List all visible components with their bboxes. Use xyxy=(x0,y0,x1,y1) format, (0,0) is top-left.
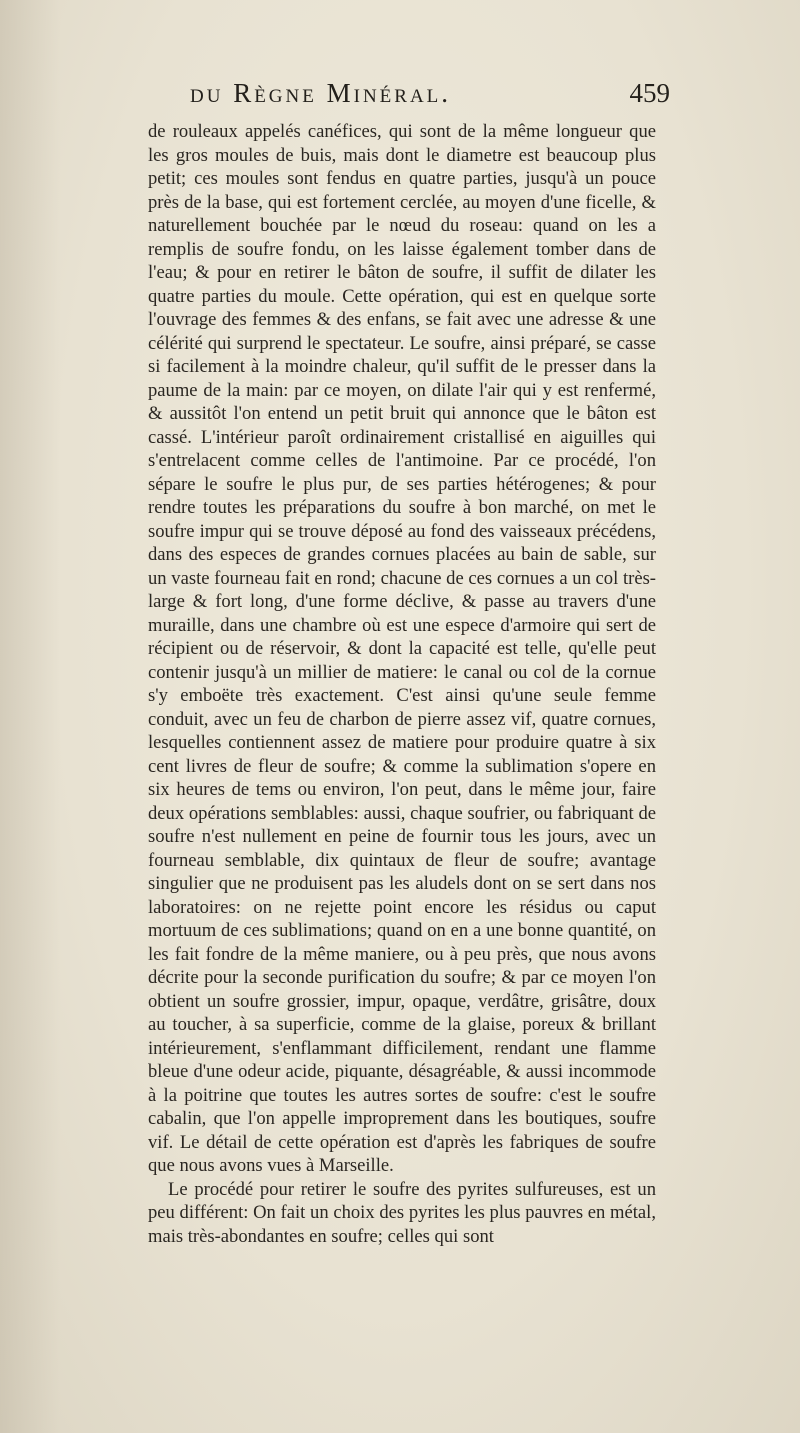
page-header xyxy=(190,74,670,114)
page-gutter-shadow xyxy=(0,0,60,1433)
body-text xyxy=(148,120,656,1248)
paragraph-1: de rouleaux appelés canéfices, qui sont de la même longueur que les gros moules de buis, mais dont le diametre est beaucoup plus petit; ces moules sont fendus en quatre parties, jusqu'à un pouce près de la base, qui est fortement cerclée, au moyen d'une ficelle, & naturellement bouchée par le nœud du roseau: quand on les a remplis de soufre fondu, on les laisse également tomber dans de l'eau; & pour en retirer le bâton de soufre, il suffit de dilater les quatre parties du moule. Cette opération, qui est en quelque sorte l'ouvrage des femmes & des enfans, se fait avec une adresse & une célérité qui surprend le spectateur. Le soufre, ainsi préparé, se casse si facilement à la moindre chaleur, qu'il suffit de le presser dans la paume de la main: par ce moyen, on dilate l'air qui y est renfermé, & aussitôt l'on entend un petit bruit qui annonce que le bâton est cassé. L'intérieur paroît ordinairement cristallisé en aiguilles qui s'entrelacent comme celles de l'antimoine. Par ce procédé, l'on sépare le soufre le plus pur, de ses parties hétérogenes; & pour rendre toutes les préparations du soufre à bon marché, on met le soufre impur qui se trouve déposé au fond des vaisseaux précédens, dans des especes de grandes cornues placées au bain de sable, sur un vaste fourneau fait en rond; chacune de ces cornues a un col très-large & fort long, d'une forme déclive, & passe au travers d'une muraille, dans une chambre où est une espece d'armoire qui sert de récipient ou de réservoir, & dont la capacité est telle, qu'elle peut contenir jusqu'à un millier de matiere: le canal ou col de la cornue s'y emboëte très exactement. C'est ainsi qu'une seule femme conduit, avec un feu de charbon de pierre assez vif, quatre cornues, lesquelles contiennent assez de matiere pour produire quatre à six cent livres de fleur de soufre; & comme la sublimation s'opere en six heures de tems ou environ, l'on peut, dans le même jour, faire deux opérations semblables: aussi, chaque soufrier, ou fabriquant de soufre n'est nullement en peine de fournir tous les jours, avec un fourneau semblable, dix quintaux de fleur de soufre; avantage singulier que ne produisent pas les aludels dont on se sert dans nos laboratoires: on ne rejette point encore les résidus ou caput mortuum de ces sublimations; quand on en a une bonne quantité, on les fait fondre de la même maniere, ou à peu près, que nous avons décrite pour la seconde purification du soufre; & par ce moyen l'on obtient un soufre grossier, impur, opaque, verdâtre, grisâtre, doux au toucher, à sa superficie, comme de la glaise, poreux & brillant intérieurement, s'enflammant difficilement, rendant une flamme bleue d'une odeur acide, piquante, désagréable, & aussi incommode à la poitrine que toutes les autres sortes de soufre: c'est le soufre cabalin, que l'on appelle improprement dans les boutiques, soufre vif. Le détail de cette opération est d'après les fabriques de soufre que nous avons vues à Marseille. xyxy=(148,121,656,1176)
running-title: du Règne Minéral. xyxy=(190,78,452,108)
paragraph-2: Le procédé pour retirer le soufre des pyrites sulfureuses, est un peu différent: On fait un choix des pyrites les plus pauvres en métal, mais très-abondantes en soufre; celles qui sont xyxy=(148,1178,656,1247)
page-number: 459 xyxy=(629,78,670,108)
